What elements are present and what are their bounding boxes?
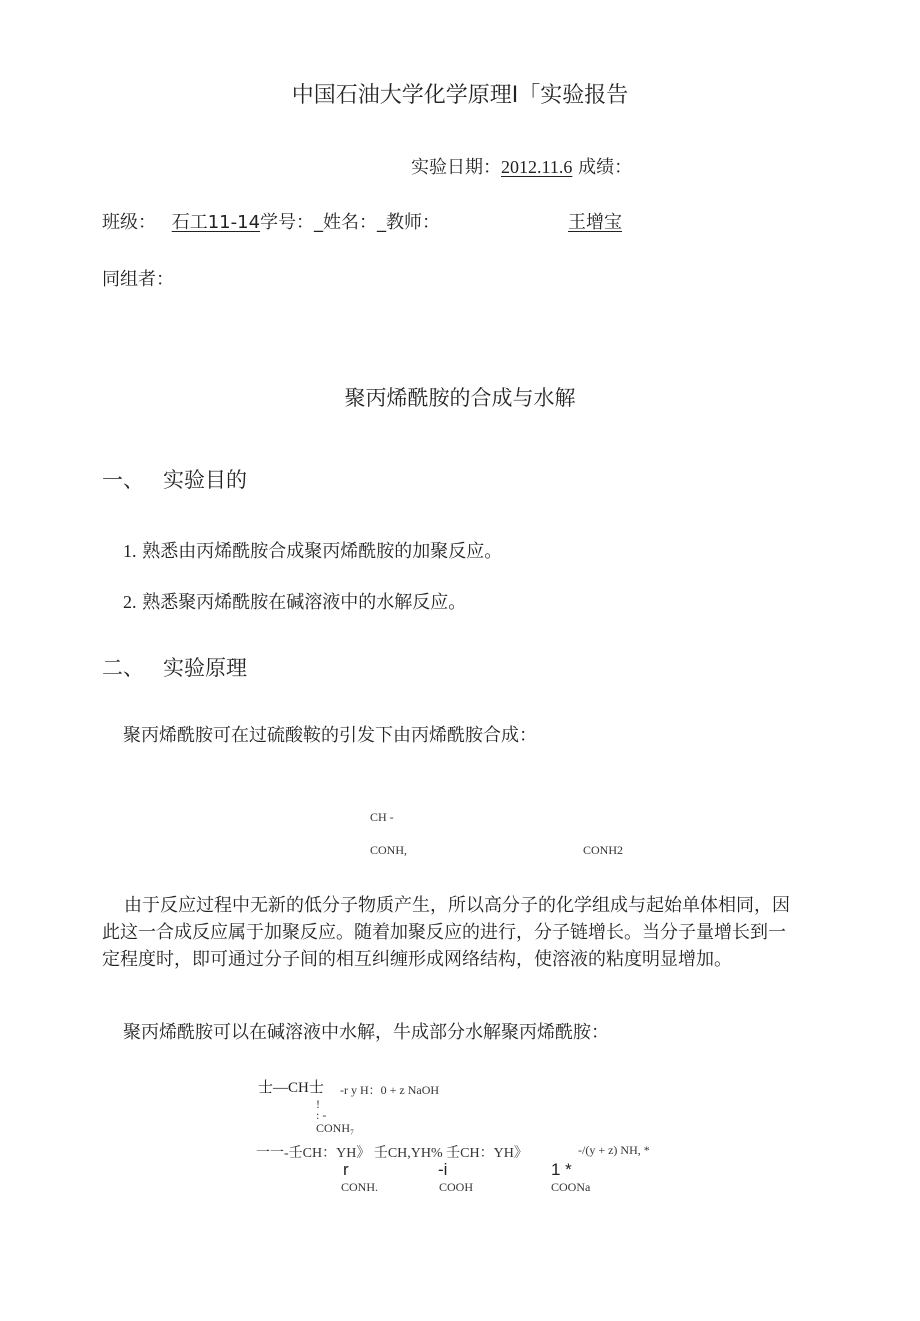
formula1-left: CONH,: [370, 843, 408, 857]
list-item: [123, 588, 466, 614]
principle-paragraph: 由于反应过程中无新的低分子物质产生，所以高分子的化学组成与起始单体相同，因此这一合成反应属于加聚反应。随着加聚反应的进行，分子链增长。当分子量增长到一定程度时，即可通过分子间的相互纠缠形成网络结构，使溶液的粘度明显增加。: [102, 895, 790, 970]
formula2-mark1: r: [343, 1160, 349, 1179]
experiment-title: 聚丙烯酰胺的合成与水解: [344, 386, 576, 410]
formula2-line5-right: -/(y + z) NH, *: [578, 1143, 650, 1157]
formula2-line4: CONH₇: [316, 1121, 355, 1135]
class-value: 石工11-14: [171, 212, 261, 233]
formula2-line1b: -r y H：0 + z NaOH: [340, 1083, 440, 1097]
formula2-sub1: CONH.: [341, 1180, 379, 1194]
formula2-line3: : -: [316, 1108, 327, 1122]
date-line: [411, 153, 632, 179]
formula2-sub2: COOH: [439, 1180, 474, 1194]
section2-heading-text: 实验原理: [163, 656, 247, 680]
formula2-sub3: COONa: [551, 1180, 591, 1194]
formula2-line5: 一一-壬CH：YH》 壬CH,YH% 壬CH：YH》: [256, 1146, 528, 1161]
formula1-right: CONH2: [583, 843, 624, 857]
grade-label: 成绩：: [572, 157, 633, 178]
report-title: 中国石油大学化学原理Ⅰ「实验报告: [291, 83, 629, 108]
student-line: 学号：_姓名：_教师：: [260, 212, 441, 233]
class-label: 班级：: [102, 212, 156, 233]
class-line: [102, 208, 440, 234]
section2-heading-num: 二、: [102, 656, 144, 680]
date-label: 实验日期：: [411, 157, 501, 178]
hydrolysis-intro: 聚丙烯酰胺可以在碱溶液中水解，牛成部分水解聚丙烯酰胺：: [123, 1022, 609, 1043]
formula2-mark3: 1 *: [551, 1160, 572, 1179]
list-item-text: 熟悉聚丙烯酰胺在碱溶液中的水解反应。: [142, 592, 467, 613]
date-value: 2012.11.6: [501, 157, 573, 177]
formula2-line1a: 士—CH士: [258, 1080, 324, 1096]
list-item: [123, 537, 502, 563]
list-item-num: 2.: [123, 592, 137, 612]
principle-intro: 聚丙烯酰胺可在过硫酸鞍的引发下由丙烯酰胺合成：: [123, 725, 537, 746]
section1-heading-num: 一、: [102, 468, 144, 492]
formula1-ch: CH -: [370, 810, 394, 824]
formula2-line2: !: [316, 1097, 320, 1111]
list-item-text: 熟悉由丙烯酰胺合成聚丙烯酰胺的加聚反应。: [142, 541, 503, 562]
list-item-num: 1.: [123, 541, 137, 561]
teacher-value: 王增宝: [568, 212, 622, 233]
partners-label: 同组者：: [102, 269, 174, 290]
formula2-mark2: -i: [438, 1160, 448, 1179]
section1-heading-text: 实验目的: [163, 468, 247, 492]
